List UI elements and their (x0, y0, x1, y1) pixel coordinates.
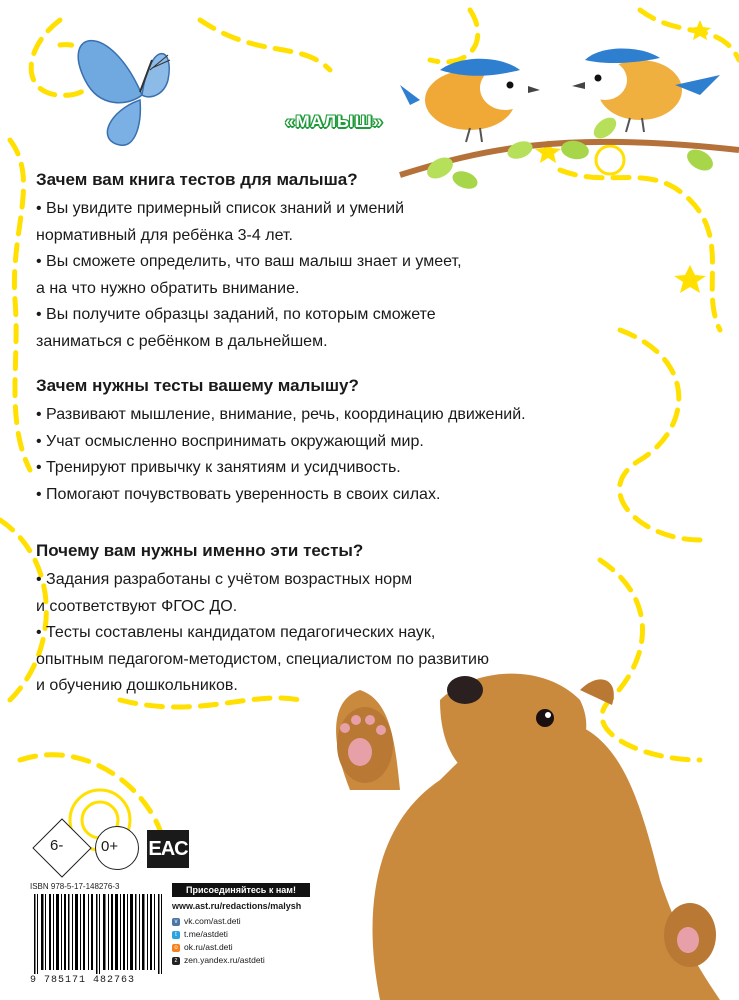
section-why-these-tests (36, 538, 489, 700)
isbn-text: ISBN 978-5-17-148276-3 (30, 882, 120, 891)
section-line: • Развивают мышление, внимание, речь, координацию движений. (36, 406, 526, 423)
barcode-number: 9 785171 482763 (30, 975, 136, 986)
section-line: • Вы получите образцы заданий, по которым сможете (36, 306, 436, 323)
age-range-label: 6- (50, 837, 64, 854)
section-line: • Тренируют привычку к занятиям и усидчивость. (36, 459, 401, 476)
section-heading: Почему вам нужны именно эти тесты? (36, 541, 364, 560)
section-line: заниматься с ребёнком в дальнейшем. (36, 332, 328, 350)
section-line: нормативный для ребёнка 3-4 лет. (36, 226, 293, 244)
barcode (30, 892, 166, 975)
social-link-telegram: t.me/astdeti (184, 929, 228, 939)
bird-left-illustration (400, 59, 540, 142)
age-rating-label: 0+ (101, 838, 119, 855)
section-line: опытным педагогом-методистом, специалистом по развитию (36, 650, 489, 668)
social-link-ok: ok.ru/ast.deti (184, 942, 233, 952)
publisher-website: www.ast.ru/redactions/malysh (172, 901, 302, 911)
ok-icon: o (172, 944, 180, 952)
barcode-bars (30, 892, 166, 975)
join-us-banner: Присоединяйтесь к нам! (172, 883, 310, 897)
section-line: • Учат осмысленно воспринимать окружающий мир. (36, 432, 424, 450)
telegram-icon: t (172, 931, 180, 939)
section-heading: Зачем вам книга тестов для малыша? (36, 170, 358, 189)
section-heading: Зачем нужны тесты вашему малышу? (36, 376, 359, 395)
social-links (172, 915, 265, 967)
vk-icon: v (172, 918, 180, 926)
section-line: • Вы сможете определить, что ваш малыш знает и умеет, (36, 253, 462, 270)
section-line: и соответствуют ФГОС ДО. (36, 597, 238, 615)
section-line: и обучению дошкольников. (36, 677, 238, 694)
section-line: • Помогают почувствовать уверенность в своих силах. (36, 485, 441, 503)
publisher-logo: «МАЛЫШ» (285, 112, 384, 131)
section-line: • Тесты составлены кандидатом педагогических наук, (36, 624, 436, 641)
bear-cub-illustration (336, 674, 720, 1000)
section-why-book (36, 167, 462, 355)
sparkle-icons (535, 20, 711, 293)
social-link-vk: vk.com/ast.deti (184, 916, 241, 926)
eac-certification-mark: EAC (147, 830, 189, 868)
section-line: • Задания разработаны с учётом возрастных норм (36, 571, 413, 588)
bird-right-illustration (572, 48, 720, 132)
section-line: а на что нужно обратить внимание. (36, 279, 300, 297)
social-link-zen: zen.yandex.ru/astdeti (184, 955, 265, 965)
section-line: • Вы увидите примерный список знаний и умений (36, 200, 405, 217)
zen-icon: z (172, 957, 180, 965)
butterfly-illustration (78, 41, 170, 146)
section-why-tests (36, 373, 526, 508)
